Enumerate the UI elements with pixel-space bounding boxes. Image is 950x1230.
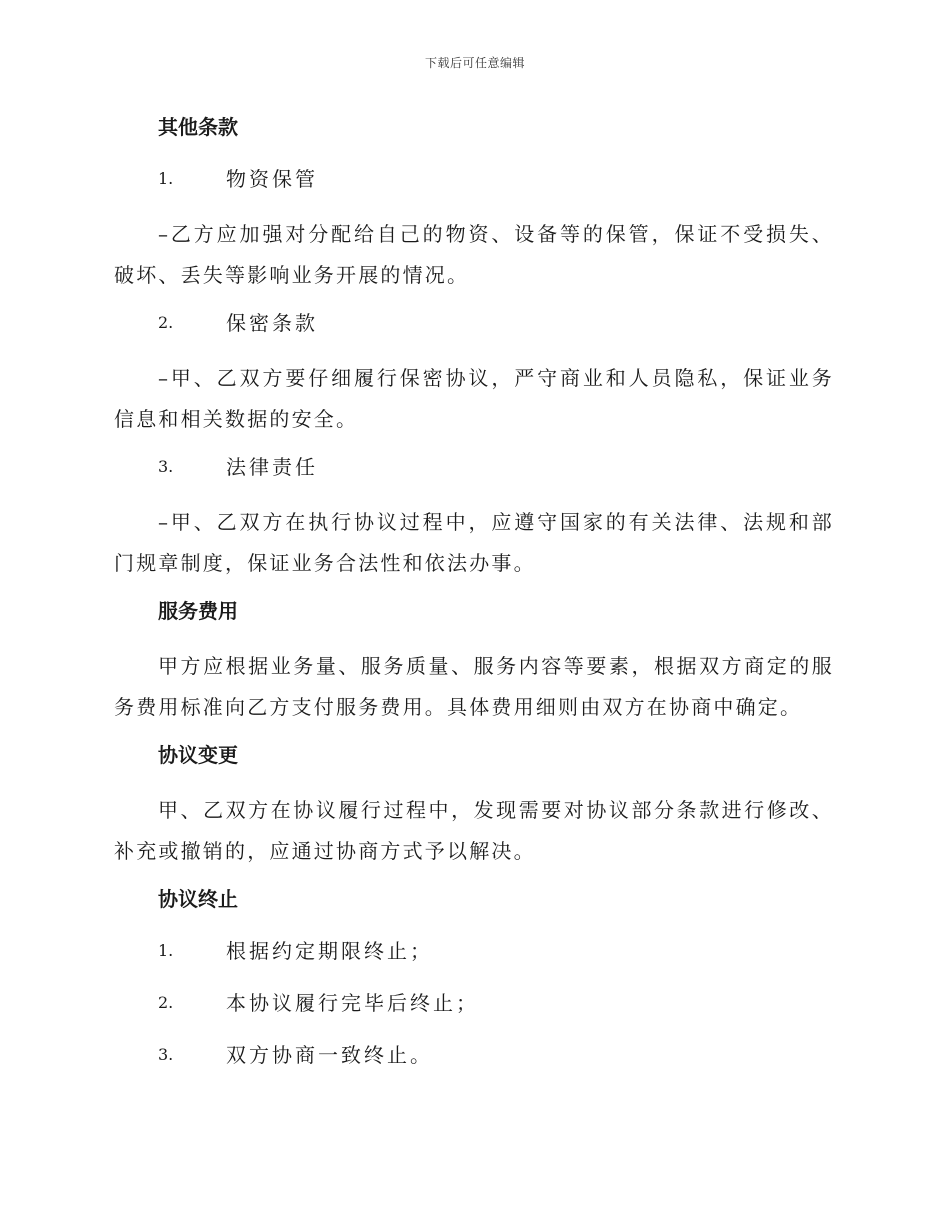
document-body <box>114 110 834 1090</box>
item-number: 3. <box>158 457 174 476</box>
item-number: 3. <box>158 1045 174 1064</box>
item-number: 1. <box>158 169 174 188</box>
item-label: 双方协商一致终止。 <box>226 1043 433 1067</box>
item-number: 2. <box>158 313 174 332</box>
section-heading-other-terms: 其他条款 <box>158 115 238 139</box>
section-heading-termination: 协议终止 <box>158 887 238 911</box>
item-label: 根据约定期限终止； <box>226 939 433 963</box>
item-label: 本协议履行完毕后终止； <box>226 991 479 1015</box>
section-heading-amendment: 协议变更 <box>158 743 238 767</box>
numbered-item <box>114 1038 834 1072</box>
numbered-item <box>114 934 834 968</box>
item-label: 法律责任 <box>226 455 318 479</box>
numbered-item <box>114 450 834 484</box>
numbered-item <box>114 162 834 196</box>
header-note: 下载后可任意编辑 <box>424 56 525 70</box>
paragraph: 甲、乙双方在协议履行过程中，发现需要对协议部分条款进行修改、补充或撤销的，应通过协商方式予以解决。 <box>114 798 834 863</box>
section-heading-service-fee: 服务费用 <box>158 599 238 623</box>
paragraph: –甲、乙双方要仔细履行保密协议，严守商业和人员隐私，保证业务信息和相关数据的安全。 <box>114 366 834 431</box>
paragraph: 甲方应根据业务量、服务质量、服务内容等要素，根据双方商定的服务费用标准向乙方支付服务费用。具体费用细则由双方在协商中确定。 <box>114 654 834 719</box>
numbered-item <box>114 306 834 340</box>
item-label: 物资保管 <box>226 167 318 191</box>
numbered-item <box>114 986 834 1020</box>
paragraph: –乙方应加强对分配给自己的物资、设备等的保管，保证不受损失、破坏、丢失等影响业务开展的情况。 <box>114 222 834 287</box>
item-number: 2. <box>158 993 174 1012</box>
item-number: 1. <box>158 941 174 960</box>
item-label: 保密条款 <box>226 311 318 335</box>
paragraph: –甲、乙双方在执行协议过程中，应遵守国家的有关法律、法规和部门规章制度，保证业务合法性和依法办事。 <box>114 510 834 575</box>
